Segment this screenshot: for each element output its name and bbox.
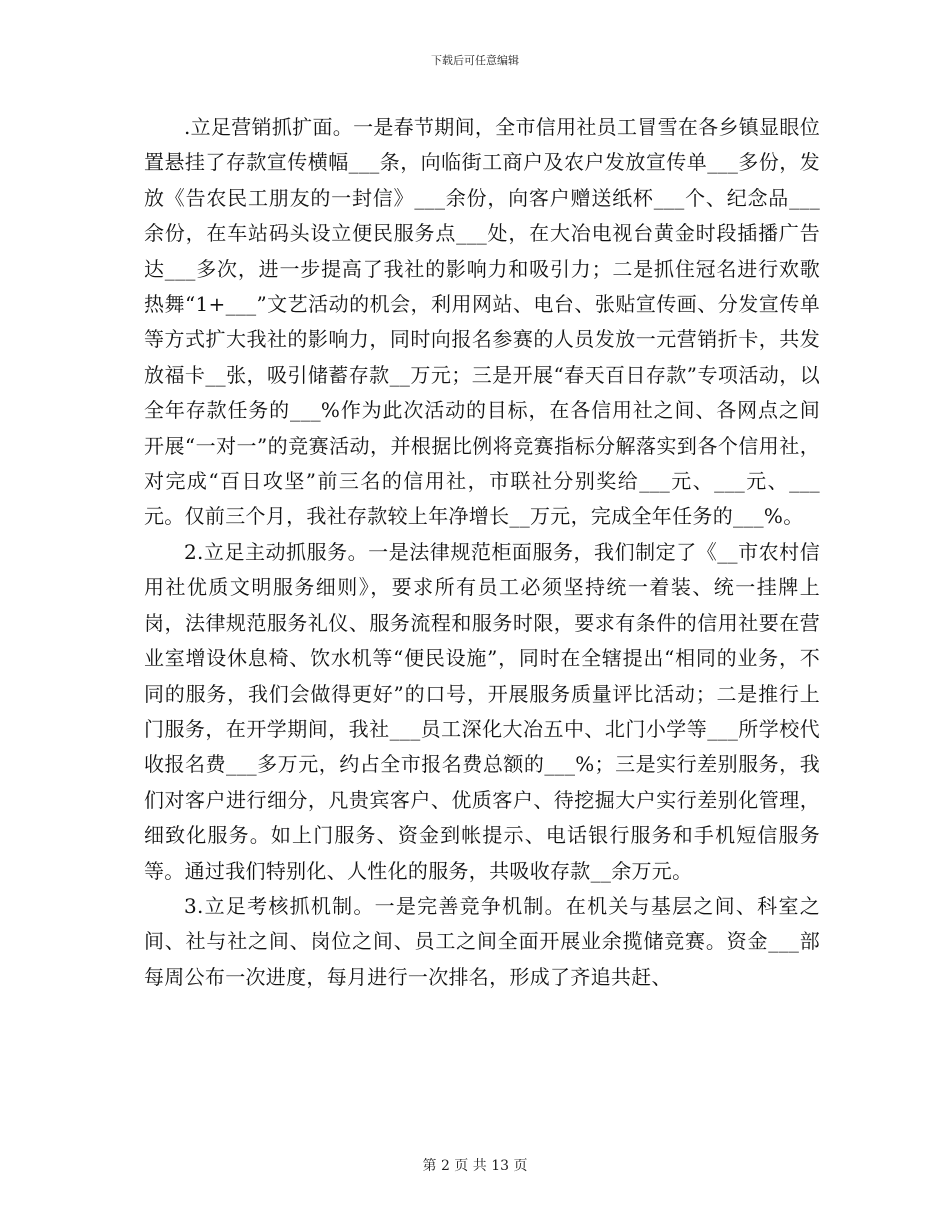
page-number-footer: 第 2 页 共 13 页 <box>422 1158 528 1174</box>
document-body <box>144 110 820 995</box>
page-header: 下载后可任意编辑 <box>431 54 519 67</box>
paragraph-service: 2.立足主动抓服务。一是法律规范柜面服务，我们制定了《__市农村信用社优质文明服务细则》，要求所有员工必须坚持统一着装、统一挂牌上岗，法律规范服务礼仪、服务流程和服务时限，要求有条件的信用社要在营业室增设休息椅、饮水机等“便民设施”，同时在全辖提出“相同的业务，不同的服务，我们会做得更好”的口号，开展服务质量评比活动；二是推行上门服务，在开学期间，我社___员工深化大冶五中、北门小学等___所学校代收报名费___多万元，约占全市报名费总额的___%；三是实行差别服务，我们对客户进行细分，凡贵宾客户、优质客户、待挖掘大户实行差别化管理，细致化服务。如上门服务、资金到帐提示、电话银行服务和手机短信服务等。通过我们特别化、人性化的服务，共吸收存款__余万元。 <box>144 539 820 883</box>
paragraph-marketing: .立足营销抓扩面。一是春节期间，全市信用社员工冒雪在各乡镇显眼位置悬挂了存款宣传横幅___条，向临街工商户及农户发放宣传单___多份，发放《告农民工朋友的一封信》___余份，向客户赠送纸杯___个、纪念品___余份，在车站码头设立便民服务点___处，在大冶电视台黄金时段插播广告达___多次，进一步提高了我社的影响力和吸引力；二是抓住冠名进行欢歌热舞“1+___”文艺活动的机会，利用网站、电台、张贴宣传画、分发宣传单等方式扩大我社的影响力，同时向报名参赛的人员发放一元营销折卡，共发放福卡__张，吸引储蓄存款__万元；三是开展“春天百日存款”专项活动，以全年存款任务的___%作为此次活动的目标，在各信用社之间、各网点之间开展“一对一”的竞赛活动，并根据比例将竞赛指标分解落实到各个信用社，对完成“百日攻坚”前三名的信用社，市联社分别奖给___元、___元、___元。仅前三个月，我社存款较上年净增长__万元，完成全年任务的___%。 <box>144 115 820 529</box>
paragraph-assessment: 3.立足考核抓机制。一是完善竞争机制。在机关与基层之间、科室之间、社与社之间、岗位之间、员工之间全面开展业余揽储竞赛。资金___部每周公布一次进度，每月进行一次排名，形成了齐追共赶、 <box>144 893 820 989</box>
